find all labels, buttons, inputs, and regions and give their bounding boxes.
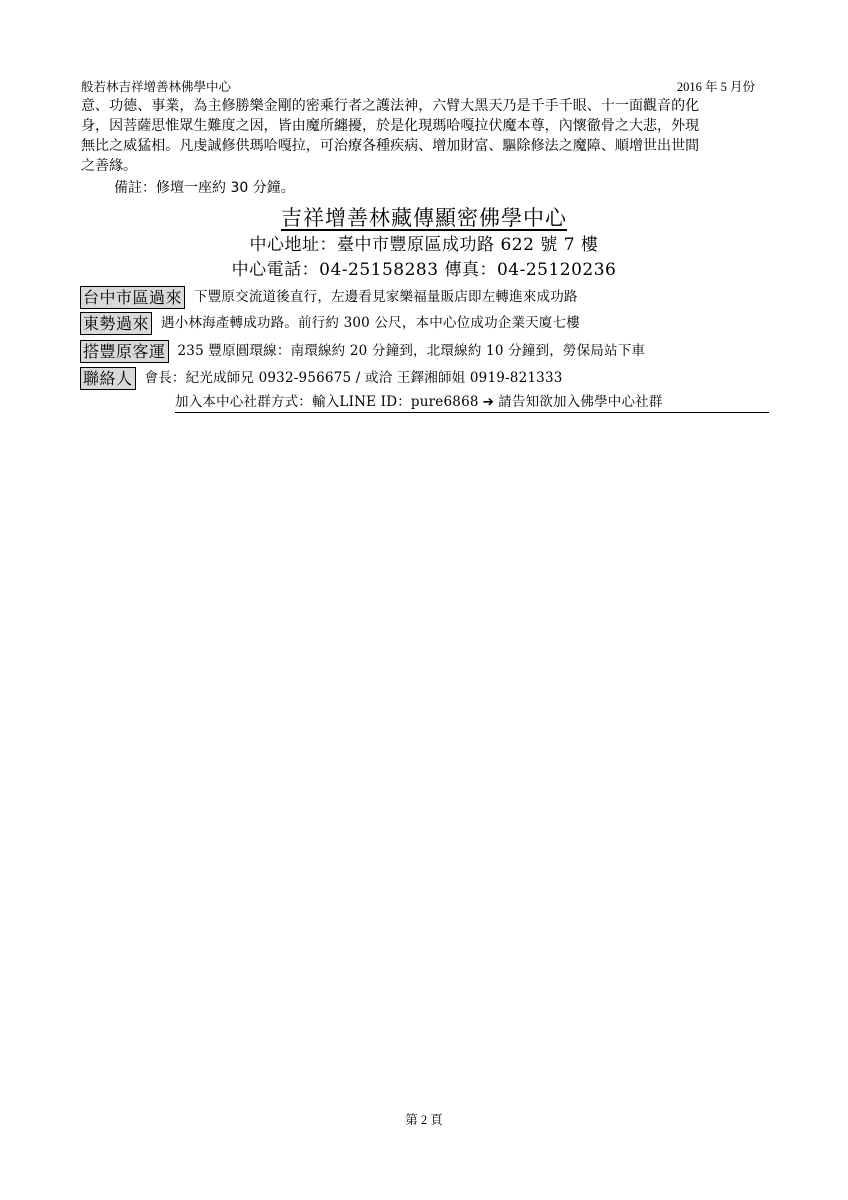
route-label: 搭豐原客運: [80, 340, 169, 363]
center-title-text: 吉祥增善林藏傳顯密佛學中心: [281, 206, 567, 230]
route-row-bus: [80, 339, 645, 363]
body-paragraph: [81, 96, 781, 176]
route-row-taichung: [80, 285, 578, 309]
route-label: 台中市區過來: [80, 286, 185, 309]
route-label: 聯絡人: [80, 367, 136, 390]
route-row-dongshi: [80, 311, 580, 335]
route-row-contact: [80, 366, 563, 390]
arrow-right-icon: ➔: [482, 394, 495, 410]
note-text: 備註：修壇一座約 30 分鐘。: [114, 180, 295, 196]
body-line: 無比之威猛相。凡虔誠修供瑪哈嘎拉，可治療各種疾病、增加財富、驅除修法之魔障、順增世出世間: [81, 138, 700, 154]
route-text: 下豐原交流道後直行，左邊看見家樂福量販店即左轉進來成功路: [194, 288, 578, 305]
route-text: 235 豐原圓環線：南環線約 20 分鐘到，北環線約 10 分鐘到，勞保局站下車: [177, 342, 646, 359]
header-date: 2016 年 5 月份: [676, 80, 755, 94]
body-line: 意、功德、事業，為主修勝樂金剛的密乘行者之護法神，六臂大黑天乃是千手千眼、十一面觀音的化: [81, 98, 700, 114]
header-organization: 般若林吉祥增善林佛學中心: [81, 79, 232, 94]
route-text: 會長：紀光成師兄 0932-956675 / 或洽 王鐸湘師姐 0919-821333: [144, 369, 563, 386]
center-address: 中心地址：臺中市豐原區成功路 622 號 7 樓: [249, 235, 599, 255]
route-text: 遇小林海產轉成功路。前行約 300 公尺，本中心位成功企業天廈七樓: [161, 314, 580, 331]
body-line: 之善緣。: [81, 158, 138, 174]
line-join-suffix: 請告知欲加入佛學中心社群: [498, 394, 663, 410]
line-join-instructions: [175, 392, 769, 413]
center-phone: 中心電話：04-25158283 傳真：04-25120236: [231, 260, 617, 280]
body-line: 身，因菩薩思惟眾生難度之因，皆由魔所纏擾，於是化現瑪哈嘎拉伏魔本尊，內懷徹骨之大悲，外現: [81, 118, 700, 134]
center-title: [0, 203, 848, 233]
line-join-prefix: 加入本中心社群方式：輸入LINE ID：pure6868: [175, 394, 479, 410]
page-number: 第 2 頁: [405, 1113, 443, 1127]
route-label: 東勢過來: [80, 312, 152, 335]
